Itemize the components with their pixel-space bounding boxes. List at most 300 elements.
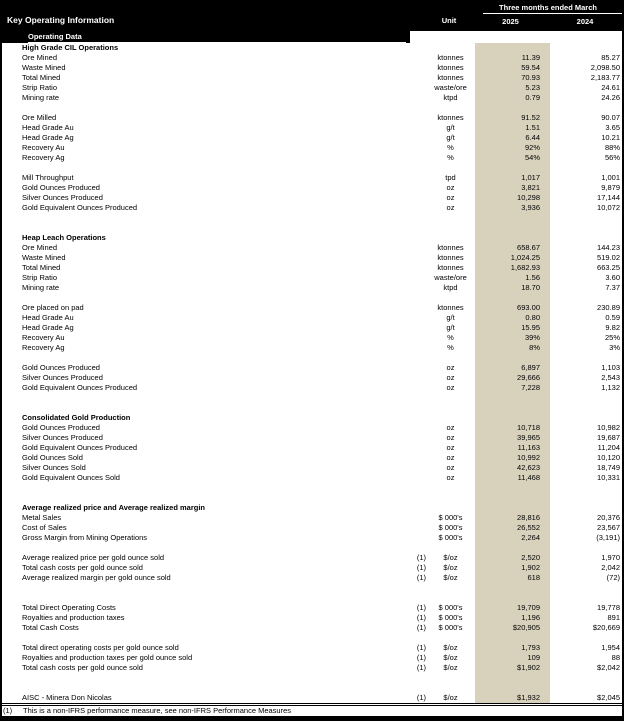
spacer-row: [2, 213, 622, 223]
row-footnote-ref: (1): [416, 613, 426, 622]
row-footnote-ref: [393, 103, 426, 113]
row-label: Royalties and production taxes: [22, 613, 125, 622]
value-2025: $20,905: [475, 623, 550, 633]
value-2024: 3.60: [605, 273, 620, 282]
value-2024: 1,970: [601, 553, 620, 562]
row-label: Total cash costs per gold ounce sold: [22, 563, 143, 572]
row-footnote-ref: [393, 383, 426, 393]
row-footnote-ref: [393, 313, 426, 323]
value-2024: [550, 683, 622, 693]
value-2024: $20,669: [592, 623, 620, 632]
row-unit: tpd: [445, 173, 456, 182]
value-2024: $2,045: [597, 693, 620, 702]
row-footnote-ref: [393, 423, 426, 433]
table-row: [2, 93, 622, 103]
value-2024: 10,331: [597, 473, 620, 482]
row-label: Average realized price and Average realized margin: [22, 503, 205, 512]
table-row: [2, 323, 622, 333]
row-label: [2, 633, 393, 643]
row-unit: oz: [446, 193, 455, 202]
value-2025: 1,682.93: [475, 263, 550, 273]
footnote-row: [2, 705, 622, 716]
table-row: [2, 553, 622, 563]
value-2025: [475, 223, 550, 233]
table-row: [2, 663, 622, 673]
table-row: [2, 523, 622, 533]
row-unit: $/oz: [443, 553, 458, 562]
row-unit: oz: [446, 373, 455, 382]
value-2024: 1,103: [601, 363, 620, 372]
value-2024: 3.65: [605, 123, 620, 132]
row-label: AISC - Minera Don Nicolas: [22, 693, 112, 702]
row-unit: ktonnes: [437, 73, 464, 82]
row-label: Gold Ounces Produced: [22, 363, 100, 372]
value-2024: 24.26: [601, 93, 620, 102]
value-2024: [550, 403, 622, 413]
value-2025: 11,163: [475, 443, 550, 453]
spacer-row: [2, 393, 622, 403]
row-label: Head Grade Au: [22, 313, 74, 322]
row-unit: $/oz: [443, 643, 458, 652]
value-2025: 0.79: [475, 93, 550, 103]
row-footnote-ref: [393, 73, 426, 83]
row-unit: ktonnes: [437, 53, 464, 62]
row-label: Cost of Sales: [22, 523, 67, 532]
row-unit: [426, 163, 475, 173]
value-2024: 1,132: [601, 383, 620, 392]
row-unit: ktonnes: [437, 243, 464, 252]
value-2025: [475, 213, 550, 223]
value-2025: 618: [475, 573, 550, 583]
row-footnote-ref: (1): [416, 653, 426, 662]
row-label: Gold Equivalent Ounces Produced: [22, 383, 138, 392]
row-footnote-ref: [393, 393, 426, 403]
value-2024: 19,778: [597, 603, 620, 612]
value-2024: 56%: [604, 153, 620, 162]
value-2025: 658.67: [475, 243, 550, 253]
value-2024: 2,543: [601, 373, 620, 382]
row-label: Silver Ounces Sold: [22, 463, 86, 472]
table-row: [2, 63, 622, 73]
year-2025-header: 2025: [502, 17, 519, 26]
row-unit: [426, 413, 475, 423]
value-2025: 3,936: [475, 203, 550, 213]
value-2025: [475, 233, 550, 243]
row-footnote-ref: (1): [416, 623, 426, 632]
value-2025: 10,298: [475, 193, 550, 203]
row-unit: oz: [446, 433, 455, 442]
row-label: Mining rate: [22, 93, 60, 102]
row-unit: $ 000's: [438, 603, 463, 612]
row-label: Recovery Au: [22, 333, 65, 342]
row-unit: [426, 213, 475, 223]
row-label: Recovery Ag: [22, 153, 65, 162]
table-row: [2, 133, 622, 143]
value-2025: 1,017: [475, 173, 550, 183]
value-2025: 70.93: [475, 73, 550, 83]
table-row: [2, 423, 622, 433]
table-row: [2, 653, 622, 663]
row-unit: g/t: [446, 313, 455, 322]
row-label: [2, 683, 393, 693]
row-label: Head Grade Ag: [22, 133, 74, 142]
row-unit: [426, 543, 475, 553]
value-2025: [475, 483, 550, 493]
row-label: [2, 543, 393, 553]
value-2024: 10.21: [601, 133, 620, 142]
row-label: Mill Throughput: [22, 173, 74, 182]
row-label: Ore Mined: [22, 53, 58, 62]
table-row: [2, 273, 622, 283]
table-row: [2, 53, 622, 63]
row-label: Total Mined: [22, 263, 61, 272]
row-unit: waste/ore: [434, 83, 467, 92]
value-2024: 17,144: [597, 193, 620, 202]
row-label: Head Grade Au: [22, 123, 74, 132]
row-footnote-ref: [393, 513, 426, 523]
row-footnote-ref: [393, 323, 426, 333]
value-2024: 23,567: [597, 523, 620, 532]
row-footnote-ref: (1): [416, 553, 426, 562]
value-2025: [475, 163, 550, 173]
value-2024: [550, 543, 622, 553]
row-footnote-ref: [393, 433, 426, 443]
row-unit: $ 000's: [438, 513, 463, 522]
row-label: Recovery Au: [22, 143, 65, 152]
table-row: [2, 563, 622, 573]
table-row: [2, 313, 622, 323]
row-footnote-ref: (1): [416, 563, 426, 572]
row-footnote-ref: [393, 53, 426, 63]
value-2024: 19,687: [597, 433, 620, 442]
row-footnote-ref: [393, 153, 426, 163]
row-unit: oz: [446, 463, 455, 472]
row-footnote-ref: [393, 673, 426, 683]
row-label: Average realized price per gold ounce sold: [22, 553, 165, 562]
spacer-row: [2, 353, 622, 363]
row-label: Total direct operating costs per gold ounce sold: [22, 643, 179, 652]
row-footnote-ref: [393, 93, 426, 103]
value-2025: [475, 583, 550, 593]
value-2024: 3%: [609, 343, 620, 352]
row-label: Gross Margin from Mining Operations: [22, 533, 148, 542]
value-2025: 11.39: [475, 53, 550, 63]
row-label: [2, 163, 393, 173]
value-2025: [475, 43, 550, 53]
value-2025: 26,552: [475, 523, 550, 533]
row-label: Consolidated Gold Production: [22, 413, 131, 422]
row-unit: ktonnes: [437, 113, 464, 122]
row-unit: %: [447, 143, 454, 152]
value-2024: [550, 493, 622, 503]
row-unit: $/oz: [443, 563, 458, 572]
row-label: Head Grade Ag: [22, 323, 74, 332]
row-footnote-ref: [393, 483, 426, 493]
value-2024: 24.61: [601, 83, 620, 92]
table-row: [2, 463, 622, 473]
period-header: Three months ended March: [499, 3, 597, 12]
value-2025: 1,196: [475, 613, 550, 623]
row-footnote-ref: [393, 63, 426, 73]
value-2025: [475, 543, 550, 553]
value-2025: 2,264: [475, 533, 550, 543]
table-row: [2, 153, 622, 163]
row-footnote-ref: [393, 593, 426, 603]
value-2024: [550, 353, 622, 363]
table-row: [2, 343, 622, 353]
table-row: [2, 433, 622, 443]
row-unit: [426, 103, 475, 113]
table-row: [2, 183, 622, 193]
row-unit: oz: [446, 473, 455, 482]
value-2024: 88%: [604, 143, 620, 152]
row-unit: ktonnes: [437, 253, 464, 262]
row-footnote-ref: [393, 333, 426, 343]
value-2024: 230.89: [597, 303, 620, 312]
table-row: [2, 693, 622, 703]
value-2025: 6.44: [475, 133, 550, 143]
value-2025: 693.00: [475, 303, 550, 313]
table-row: [2, 363, 622, 373]
value-2025: 42,623: [475, 463, 550, 473]
row-footnote-ref: [393, 353, 426, 363]
row-label: [2, 393, 393, 403]
row-unit: $/oz: [443, 573, 458, 582]
value-2025: 28,816: [475, 513, 550, 523]
value-2025: [475, 503, 550, 513]
value-2025: 2,520: [475, 553, 550, 563]
row-footnote-ref: [393, 493, 426, 503]
table-row: [2, 253, 622, 263]
row-unit: oz: [446, 363, 455, 372]
report-title: Key Operating Information: [7, 15, 115, 25]
row-unit: oz: [446, 453, 455, 462]
spacer-row: [2, 683, 622, 693]
row-unit: [426, 233, 475, 243]
value-2024: $2,042: [597, 663, 620, 672]
row-label: [2, 493, 393, 503]
row-footnote-ref: [393, 533, 426, 543]
value-2025: [475, 413, 550, 423]
value-2024: 9.82: [605, 323, 620, 332]
row-unit: $ 000's: [438, 613, 463, 622]
value-2025: 1.51: [475, 123, 550, 133]
row-footnote-ref: [393, 463, 426, 473]
row-unit: ktpd: [443, 93, 458, 102]
row-label: Ore Mined: [22, 243, 58, 252]
value-2025: 92%: [475, 143, 550, 153]
value-2024: 10,072: [597, 203, 620, 212]
year-2024-header: 2024: [576, 17, 594, 26]
row-unit: [426, 493, 475, 503]
value-2025: 7,228: [475, 383, 550, 393]
value-2025: 54%: [475, 153, 550, 163]
row-label: Average realized margin per gold ounce sold: [22, 573, 171, 582]
row-label: Total Cash Costs: [22, 623, 79, 632]
table-row: [2, 73, 622, 83]
row-footnote-ref: [393, 453, 426, 463]
value-2024: 9,879: [601, 183, 620, 192]
row-unit: [426, 503, 475, 513]
row-footnote-ref: [393, 273, 426, 283]
row-label: Ore Milled: [22, 113, 57, 122]
row-unit: ktpd: [443, 283, 458, 292]
period-underline: [483, 13, 623, 14]
row-footnote-ref: [393, 363, 426, 373]
value-2025: 39,965: [475, 433, 550, 443]
row-unit: $ 000's: [438, 533, 463, 542]
value-2024: [550, 233, 622, 243]
row-label: [2, 593, 393, 603]
table-header: [2, 0, 622, 31]
footnote-marker: (1): [3, 706, 13, 715]
table-body: [2, 43, 622, 703]
section-header-row: [2, 233, 622, 243]
row-unit: $ 000's: [438, 523, 463, 532]
value-2025: 39%: [475, 333, 550, 343]
row-label: Silver Ounces Produced: [22, 433, 103, 442]
row-footnote-ref: [393, 303, 426, 313]
table-row: [2, 173, 622, 183]
row-label: Strip Ratio: [22, 83, 58, 92]
row-unit: [426, 483, 475, 493]
value-2025: 18.70: [475, 283, 550, 293]
value-2024: [550, 223, 622, 233]
row-footnote-ref: [393, 123, 426, 133]
value-2024: 88: [611, 653, 620, 662]
value-2025: 0.80: [475, 313, 550, 323]
value-2024: [550, 593, 622, 603]
table-row: [2, 333, 622, 343]
value-2024: (3,191): [596, 533, 620, 542]
row-unit: $ 000's: [438, 623, 463, 632]
row-label: [2, 403, 393, 413]
row-footnote-ref: [393, 293, 426, 303]
row-footnote-ref: [393, 163, 426, 173]
value-2024: 1,954: [601, 643, 620, 652]
row-footnote-ref: (1): [416, 693, 426, 702]
row-footnote-ref: [393, 503, 426, 513]
table-row: [2, 603, 622, 613]
row-label: Mining rate: [22, 283, 60, 292]
row-unit: ktonnes: [437, 303, 464, 312]
row-label: Gold Ounces Sold: [22, 453, 83, 462]
row-footnote-ref: [393, 403, 426, 413]
spacer-row: [2, 103, 622, 113]
row-label: [2, 583, 393, 593]
row-unit: [426, 293, 475, 303]
spacer-row: [2, 583, 622, 593]
row-footnote-ref: [393, 413, 426, 423]
row-label: Waste Mined: [22, 63, 66, 72]
table-row: [2, 83, 622, 93]
value-2024: [550, 293, 622, 303]
table-row: [2, 513, 622, 523]
row-footnote-ref: [393, 443, 426, 453]
value-2025: 10,992: [475, 453, 550, 463]
row-unit: $/oz: [443, 653, 458, 662]
row-label: Royalties and production taxes per gold ounce sold: [22, 653, 193, 662]
value-2024: 0.59: [605, 313, 620, 322]
value-2024: [550, 43, 622, 53]
row-footnote-ref: [393, 183, 426, 193]
value-2024: [550, 163, 622, 173]
row-label: Recovery Ag: [22, 343, 65, 352]
section-header-row: [2, 503, 622, 513]
row-unit: ktonnes: [437, 63, 464, 72]
table-row: [2, 533, 622, 543]
value-2025: 1.56: [475, 273, 550, 283]
row-footnote-ref: [393, 683, 426, 693]
value-2024: [550, 413, 622, 423]
row-footnote-ref: [393, 343, 426, 353]
row-label: [2, 673, 393, 683]
table-row: [2, 193, 622, 203]
spacer-row: [2, 223, 622, 233]
spacer-row: [2, 543, 622, 553]
value-2024: [550, 393, 622, 403]
row-unit: ktonnes: [437, 263, 464, 272]
value-2025: 29,666: [475, 373, 550, 383]
table-row: [2, 573, 622, 583]
row-label: Ore placed on pad: [22, 303, 84, 312]
row-label: [2, 353, 393, 363]
spacer-row: [2, 403, 622, 413]
value-2024: [550, 633, 622, 643]
row-label: Silver Ounces Produced: [22, 373, 103, 382]
row-unit: [426, 393, 475, 403]
value-2024: [550, 213, 622, 223]
table-row: [2, 453, 622, 463]
table-row: [2, 123, 622, 133]
row-label: Silver Ounces Produced: [22, 193, 103, 202]
row-footnote-ref: [393, 83, 426, 93]
row-footnote-ref: [393, 223, 426, 233]
row-unit: [426, 593, 475, 603]
row-footnote-ref: (1): [416, 573, 426, 582]
table-row: [2, 143, 622, 153]
row-footnote-ref: [393, 133, 426, 143]
row-unit: [426, 43, 475, 53]
row-footnote-ref: [393, 233, 426, 243]
row-footnote-ref: (1): [416, 663, 426, 672]
row-footnote-ref: [393, 633, 426, 643]
table-row: [2, 263, 622, 273]
spacer-row: [2, 163, 622, 173]
value-2024: 10,982: [597, 423, 620, 432]
row-label: Total Mined: [22, 73, 61, 82]
row-label: Gold Ounces Produced: [22, 423, 100, 432]
row-footnote-ref: [393, 143, 426, 153]
row-footnote-ref: (1): [416, 643, 426, 652]
row-unit: [426, 223, 475, 233]
table-row: [2, 373, 622, 383]
table-row: [2, 473, 622, 483]
table-row: [2, 303, 622, 313]
row-footnote-ref: [393, 203, 426, 213]
row-footnote-ref: [393, 543, 426, 553]
row-unit: g/t: [446, 323, 455, 332]
value-2025: [475, 103, 550, 113]
table-row: [2, 443, 622, 453]
row-unit: oz: [446, 423, 455, 432]
table-row: [2, 113, 622, 123]
section-header-row: [2, 43, 622, 53]
value-2025: 5.23: [475, 83, 550, 93]
row-footnote-ref: [393, 173, 426, 183]
value-2025: [475, 683, 550, 693]
spacer-row: [2, 493, 622, 503]
